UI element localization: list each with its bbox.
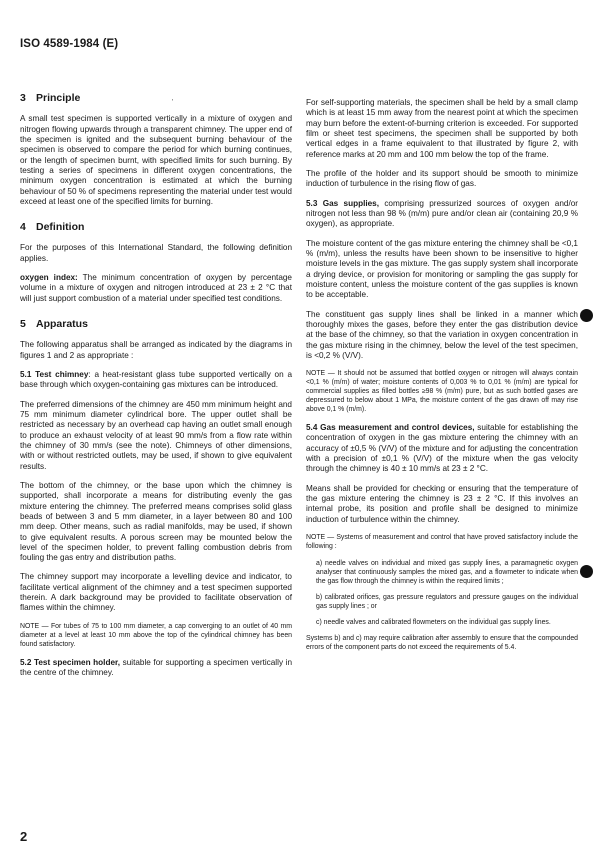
section-3-heading: 3 Principle — [20, 92, 81, 104]
document-id-header: ISO 4589-1984 (E) — [20, 38, 119, 50]
note-item-a: a) needle valves on individual and mixed gas supply lines, a paramagnetic oxygen analyser that continuously samples the mixed gas, and a flowmeter to indicate when the gas flow through the chimney is within the required limits ; — [316, 559, 578, 585]
definition-intro: For the purposes of this International Standard, the following definition applies. — [20, 243, 292, 263]
clause-5-1-support: The chimney support may incorporate a levelling device and indicator, to facilitate vertical alignment of the chimney and a test specimen supported therein. A dark background may be provided to facilitate observation of flames within the chimney. — [20, 572, 292, 613]
right-column — [306, 98, 578, 661]
note-item-b: b) calibrated orifices, gas pressure regulators and pressure gauges on the individual gas supply lines ; or — [316, 593, 578, 610]
revision-dot-icon — [580, 309, 593, 322]
stray-mark: ' — [172, 99, 174, 106]
holder-self-supporting: For self-supporting materials, the specimen shall be held by a small clamp which is at least 15 mm away from the nearest point at which the specimen may burn before the extent-of-burning criterion is exceeded. For supported film or sheet test specimens, the specimen shall be supported by both vertical edges in a frame equivalent to that illustrated by figure 2, with reference marks at 20 mm and 100 mm below the top of the frame. — [306, 98, 578, 159]
clause-5-1-note: NOTE — For tubes of 75 to 100 mm diameter, a cap converging to an outlet of 40 mm diameter at a level at least 10 mm above the top of the cylindrical chimney has been found satisfactory. — [20, 622, 292, 648]
note-item-c: c) needle valves and calibrated flowmeters on the individual gas supply lines. — [316, 618, 551, 626]
clause-5-3-lines: The constituent gas supply lines shall be linked in a manner which thoroughly mixes the gases, before they enter the gas distribution device at the base of the chimney, so that the variation in oxygen concentration in the gas mixture rising in the chimney, below the level of the test specimen, is <0,2 % (V/V). — [306, 309, 578, 360]
section-5-heading: 5 Apparatus — [20, 318, 88, 331]
clause-5-3-moisture: The moisture content of the gas mixture entering the chimney shall be <0,1 % (m/m), unless the results have been shown to be insensitive to higher moisture levels in the gas mixture. The gas supply system shall incorporate a drying device, or provision for monitoring or sampling the gas supply for moisture content, unless the moisture content of the gas supplies is known to be acceptable. — [306, 238, 578, 300]
apparatus-intro: The following apparatus shall be arranged as indicated by the diagrams in figures 1 and 2 as appropriate : — [20, 340, 292, 360]
revision-dot-icon — [580, 565, 593, 578]
clause-5-1-base: The bottom of the chimney, or the base upon which the chimney is supported, shall incorporate a means for distributing evenly the gas mixture entering the chimney. The preferred means comprises solid glass beads of between 3 and 5 mm diameter, in a layer between 80 and 100 mm deep. Other means, such as radial manifolds, may be used, if shown to give equivalent results. A porous screen may be mounted below the level of the specimen holder, to prevent falling combustion debris from fouling the gas entry and distribution paths. — [20, 480, 292, 563]
clause-5-2: 5.2 Test specimen holder, suitable for supporting a specimen vertically in the centre of the chimney. — [20, 657, 293, 678]
left-column — [20, 92, 292, 687]
holder-profile: The profile of the holder and its support should be smooth to minimize induction of turbulence in the rising flow of gas. — [306, 168, 578, 189]
page-number: 2 — [20, 829, 28, 844]
definition-oxygen-index: oxygen index: The minimum concentration of oxygen by percentage volume in a mixture of oxygen and nitrogen introduced at 23 ± 2 °C that will just support combustion of a material under specified test conditions. — [20, 273, 292, 303]
clause-5-1: 5.1 Test chimney: a heat-resistant glass tube supported vertically on a base through which oxygen-containing gas mixtures can be introduced. — [20, 369, 292, 390]
clause-5-4: 5.4 Gas measurement and control devices, suitable for establishing the concentration of oxygen in the gas mixture entering the chimney with an accuracy of ±0,5 % (V/V) of the mixture and for adjusting the concentration with a precision of ±0,1 % (V/V) of the mixture when the gas velocity through the chimney is 40 ± 10 mm/s at 23 ± 2 °C. — [306, 423, 579, 474]
clause-5-4-note: NOTE — Systems of measurement and control that have proved satisfactory include the following : — [306, 534, 578, 550]
principle-paragraph: A small test specimen is supported vertically in a mixture of oxygen and nitrogen flowing upwards through a transparent chimney. The upper end of the specimen is ignited and the subsequent burning behaviour of the specimen is observed to compare the period for which burning continues, or the length of specimen burnt, with specified limits for such burning. By testing a series of specimens in different oxygen concentrations, the minimum oxygen concentration is estimated at which the burning behaviour of 50 % of specimens representing the material under test would exceed at least one of the specified limits for burning. — [20, 114, 292, 206]
clause-5-4-calibration: Systems b) and c) may require calibration after assembly to ensure that the compounded errors of the component parts do not exceed the requirements of 5.4. — [306, 634, 578, 651]
clause-5-3-note: NOTE — It should not be assumed that bottled oxygen or nitrogen will always contain <0,1 % (m/m) of water; moisture contents of 0,003 % to 0,01 % (m/m) are typical for commercial supplies as filled bottles ≥98 % (m/m) pure, but as such bottled gases are depressured to below about 1 MPa, the moisture content of the gas drawn off may rise above 0,1 % (m/m). — [306, 370, 578, 414]
section-4-heading: 4 Definition — [20, 221, 85, 234]
clause-5-4-temperature: Means shall be provided for checking or ensuring that the temperature of the gas mixture entering the chimney is 23 ± 2 °C. If this involves an internal probe, its position and profile shall be designed to minimize induction of turbulence within the chimney. — [306, 483, 578, 524]
clause-5-1-dimensions: The preferred dimensions of the chimney are 450 mm minimum height and 75 mm minimum diameter cylindrical bore. The upper outlet shall be restricted as necessary by an overhead cap having an outlet small enough to produce an exhaust velocity of at least 90 mm/s from a flow rate within the chimney of 30 mm/s (see the note). Chimneys of other dimensions, with or without restricted outlets, may be used, if shown to give equivalent results. — [20, 399, 292, 471]
clause-5-3: 5.3 Gas supplies, comprising pressurized sources of oxygen and/or nitrogen not less than 98 % (m/m) pure and/or clean air (containing 20,9 % oxygen), as appropriate. — [306, 198, 579, 229]
